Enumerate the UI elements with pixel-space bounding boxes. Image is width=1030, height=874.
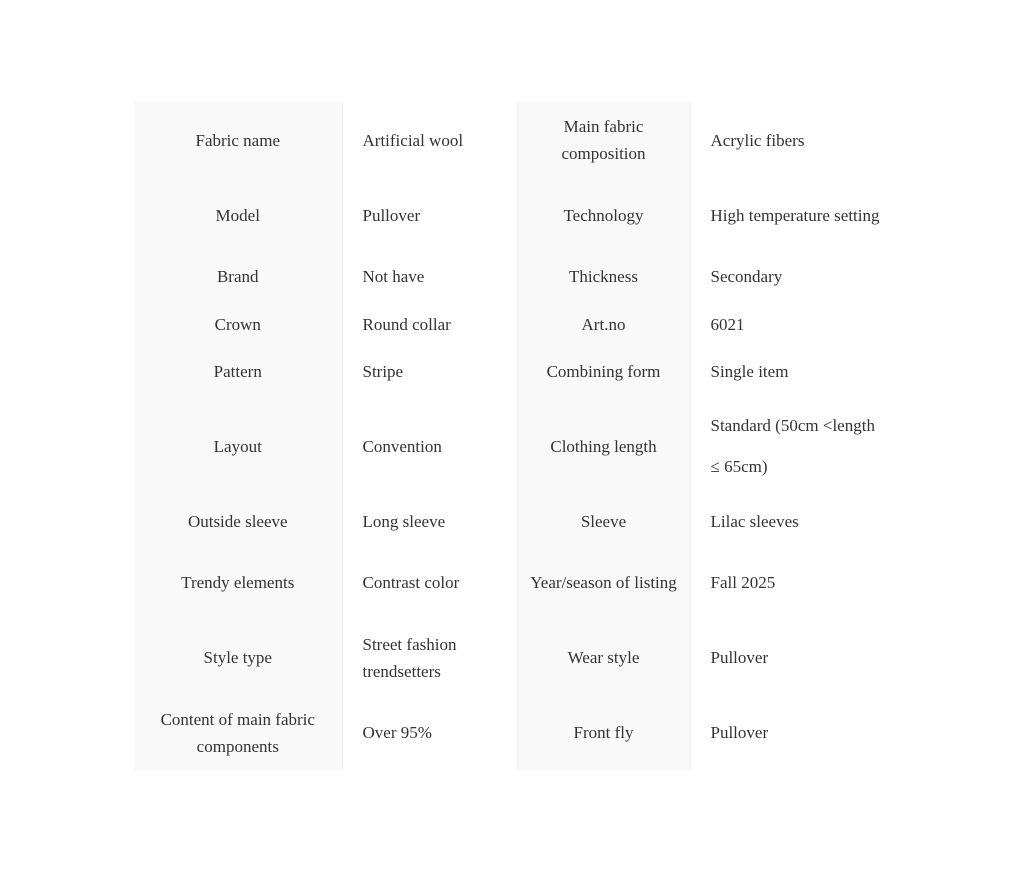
spec-label: Main fabric composition [517,102,690,178]
table-row [134,695,890,770]
spec-value: 6021 [710,314,745,334]
spec-value: Artificial wool [362,130,464,150]
spec-value: Contrast color [362,573,460,592]
table-row [134,253,890,300]
spec-label: Content of main fabric components [134,695,342,770]
spec-label: Year/season of listing [517,545,690,620]
spec-label: Art.no [517,300,690,348]
spec-label: Clothing length [517,395,690,497]
spec-value: Pullover [710,648,769,667]
spec-value: Pullover [710,723,769,742]
table-row [134,102,890,178]
spec-label: Wear style [517,620,690,695]
spec-value: Fall 2025 [710,573,776,592]
table-row [134,545,890,620]
spec-value: Acrylic fibers [710,130,805,150]
spec-value: Long sleeve [362,511,446,531]
spec-value: Over 95% [362,723,432,742]
spec-label: Thickness [517,253,690,300]
spec-label: Front fly [517,695,690,770]
table-row [134,620,890,695]
spec-value: High temperature setting [710,206,880,225]
table-row [134,178,890,253]
spec-label: Brand [134,253,342,300]
spec-value: Not have [362,267,425,286]
product-spec-table [134,102,890,770]
spec-label: Trendy elements [134,545,342,620]
spec-value: Convention [362,436,442,456]
table-row [134,497,890,545]
spec-label: Layout [134,395,342,497]
spec-value: Lilac sleeves [710,511,799,531]
table-row [134,348,890,395]
spec-value: Round collar [362,314,451,334]
spec-label: Fabric name [134,102,342,178]
spec-label: Crown [134,300,342,348]
table-row [134,395,890,497]
spec-value: Street fashion trendsetters [362,634,457,681]
spec-value: Stripe [362,362,404,381]
spec-label: Model [134,178,342,253]
spec-value: Single item [710,362,789,381]
spec-value: Secondary [710,267,783,286]
table-row [134,300,890,348]
spec-value: Standard (50cm <length ≤ 65cm) [710,416,875,476]
spec-label: Outside sleeve [134,497,342,545]
spec-label: Sleeve [517,497,690,545]
spec-label: Technology [517,178,690,253]
spec-label: Combining form [517,348,690,395]
spec-label: Style type [134,620,342,695]
spec-label: Pattern [134,348,342,395]
spec-value: Pullover [362,206,421,225]
